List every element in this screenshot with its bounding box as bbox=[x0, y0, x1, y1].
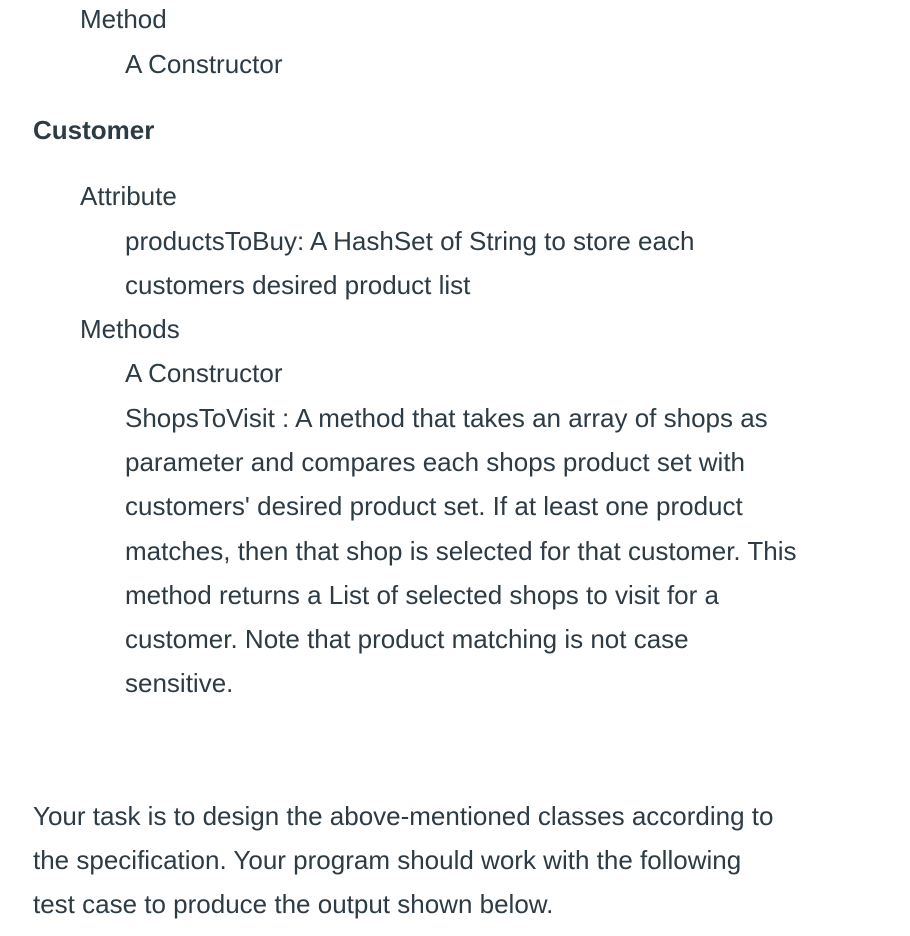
method-shops-line: customer. Note that product matching is not case bbox=[125, 624, 689, 654]
customer-attributes-label: Attribute bbox=[80, 181, 177, 211]
method-shops-line: method returns a List of selected shops to visit for a bbox=[125, 580, 719, 610]
method-shops-line: customers' desired product set. If at least one product bbox=[125, 491, 743, 521]
task-line: the specification. Your program should work with the following bbox=[33, 845, 742, 875]
task-line: Your task is to design the above-mentioned classes according to bbox=[33, 801, 774, 831]
prev-methods-label: Method bbox=[80, 4, 167, 34]
method-shops-line: sensitive. bbox=[125, 668, 234, 698]
method-shops-line: matches, then that shop is selected for that customer. This bbox=[125, 536, 797, 566]
prev-method-constructor: A Constructor bbox=[125, 49, 283, 79]
task-line: test case to produce the output shown below. bbox=[33, 889, 554, 919]
customer-methods-label: Methods bbox=[80, 314, 180, 344]
customer-heading: Customer bbox=[33, 115, 155, 145]
method-shops-line: ShopsToVisit : A method that takes an array of shops as bbox=[125, 403, 768, 433]
attribute-line: productsToBuy: A HashSet of String to store each bbox=[125, 226, 695, 256]
method-shops-line: parameter and compares each shops product set with bbox=[125, 447, 746, 477]
method-constructor: A Constructor bbox=[125, 358, 283, 388]
attribute-line: customers desired product list bbox=[125, 270, 471, 300]
